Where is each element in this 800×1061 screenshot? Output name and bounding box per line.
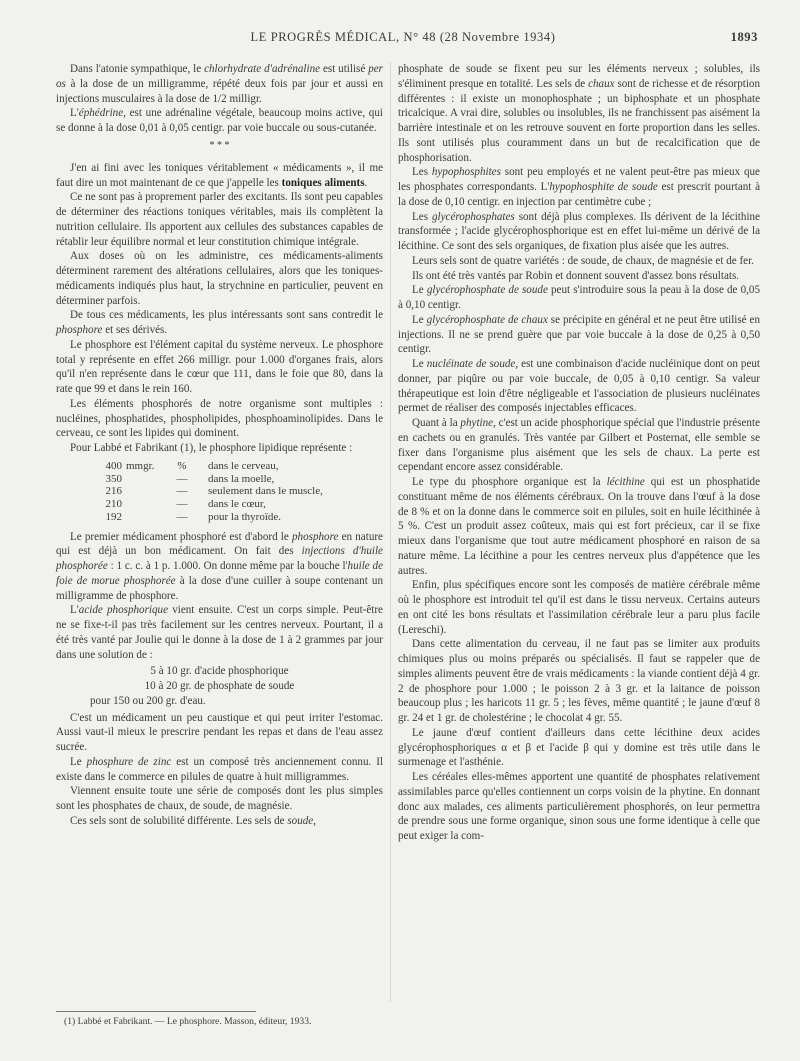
paragraph: Le type du phosphore organique est la lécithine qui est un phosphatide constituant même de nos éléments cérébraux. On la trouve dans l'œuf à la dose de 8 % et on la donne dans le commerce soit en pilules, soit en huile lécithinée à 5 %. C'est un produit assez coûteux, mais qui est fort précieux, car il se fixe mieux dans l'organisme que tout autre médicament phosphoré en raison de sa nature même. La lécithine a pour les centres nerveux plus d'appétence que les autres. — [398, 476, 760, 577]
paragraph: L'éphédrine, est une adrénaline végétale, beaucoup moins active, qui se donne à la dose 0,01 à 0,05 centigr. par voie buccale ou sous-cutanée. — [56, 107, 383, 134]
paragraph: Dans l'atonie sympathique, le chlorhydrate d'adrénaline est utilisé per os à la dose de un milligramme, répété deux fois par jour et aussi en injections musculaires à la dose de 1/2 milligr. — [56, 63, 383, 105]
paragraph: Ces sels sont de solubilité différente. Les sels de soude, — [70, 814, 316, 827]
formula: 5 à 10 gr. d'acide phosphorique 10 à 20 gr. de phosphate de soude pour 150 ou 200 gr. d'eau. — [90, 665, 295, 707]
paragraph: Aux doses où on les administre, ces médicaments-aliments déterminent rarement des altérations cellulaires, alors que les toniques-médicaments indiqués plus haut, la strychnine en particulier, peuvent en déterminer parfois. — [56, 250, 383, 307]
paragraph: Le glycérophosphate de soude peut s'introduire sous la peau à la dose de 0,05 à 0,10 centigr. — [398, 284, 760, 311]
paragraph: Ils ont été très vantés par Robin et donnent souvent d'assez bons résultats. — [412, 269, 740, 282]
paragraph: Viennent ensuite toute une série de composés dont les plus simples sont les phosphates de chaux, de soude, de magnésie. — [56, 785, 383, 813]
table-row: 192 — pour la thyroïde. — [105, 510, 282, 523]
paragraph: Dans cette alimentation du cerveau, il ne faut pas se limiter aux produits chimiques plus ou moins préparés ou spécialisés. Il faut se rappeler que de simples aliments peuvent être de vrais médicaments : la viande contient déjà 4 gr. 2 de phosphore pour 1.000 ; le poisson 2 à 3 gr. et la laitance de poisson beaucoup plus ; les haricots 11 gr. 5 ; les fèves, même quantité ; le jaune d'œuf 8 gr. 24 et 1 gr. de cholestérine ; le chocolat 4 gr. 55. — [398, 638, 760, 724]
paragraph: C'est un médicament un peu caustique et qui peut irriter l'estomac. Aussi vaut-il mieux le prescrire pendant les repas et dans de l'eau assez sucrée. — [56, 711, 383, 754]
paragraph: Enfin, plus spécifiques encore sont les composés de matière cérébrale même où le phosphore est introduit tel qu'il est dans le tissu nerveux. Certains auteurs en ont cité les bons résultats et l'assimilation cérébrale leur a paru plus facile (Lereschi). — [398, 579, 760, 636]
paragraph: Le nucléinate de soude, est une combinaison d'acide nucléinique dont on peut donner, par piqûre ou par voie buccale, de 0,05 à 0,10 centigr. Sa valeur thérapeutique est loin d'être négligeable et l'association de plusieurs nucléinates permet de réaliser des composés injectables efficaces. — [398, 358, 760, 415]
paragraph: Pour Labbé et Fabrikant (1), le phosphore lipidique représente : — [70, 442, 353, 454]
paragraph: De tous ces médicaments, les plus intéressants sont sans contredit le phosphore et ses dérivés. — [56, 309, 383, 336]
paragraph: Le phosphure de zinc est un composé très anciennement connu. Il existe dans le commerce en pilules de quatre à huit milligrammes. — [56, 755, 383, 783]
paragraph: Le phosphore est l'élément capital du système nerveux. Le phosphore total y représente en effet 266 milligr. pour 1.000 d'organes frais, alors qu'il n'en représente dans le cœur que 111, dans le foie que 80, dans la rate que 99 et dans le rein 160. — [56, 338, 383, 395]
left-column — [56, 62, 383, 829]
footnote-rule — [56, 1011, 256, 1012]
page-number: 1893 — [730, 30, 758, 44]
paragraph: Le premier médicament phosphoré est d'abord le phosphore en nature qui est déjà un bon médicament. On fait des injections d'huile phosphorée : 1 c. c. à 1 p. 1.000. On donne même par la bouche l'huile de foie de morue phosphorée à la dose d'une cuiller à soupe contenant un milligramme de phosphore. — [56, 530, 383, 602]
paragraph: Les céréales elles-mêmes apportent une quantité de phosphates relativement assimilables parce qu'elles contiennent un corps voisin de la phytine. En donnant donc aux malades, ces aliments particulièrement phosphorés, on leur permettra de prendre sous une forme organique, sinon sous une forme identique à celle que peut exiger la com- — [398, 771, 760, 842]
right-column — [398, 62, 760, 844]
paragraph: L'acide phosphorique vient ensuite. C'est un corps simple. Peut-être ne se fixe-t-il pas très facilement sur les centres nerveux. Pourtant, il a été très vanté par Joulie qui le donne à la dose de 1 à 2 grammes par jour dans une solution de : — [56, 604, 383, 661]
paragraph: Les éléments phosphorés de notre organisme sont multiples : nucléines, phosphatides, phospholipides, phosphoaminolipides. Dans le cerveau, ce sont les lipides qui dominent. — [56, 397, 383, 440]
paragraph: Les hypophosphites sont peu employés et ne valent peut-être pas mieux que les phosphates correspondants. L'hypophosphite de soude est prescrit pourtant à la dose de 0,10 centigr. en injection par centimètre cube ; — [398, 166, 760, 208]
table-row: 350 — dans la moelle, — [105, 472, 275, 485]
paragraph: Leurs sels sont de quatre variétés : de soude, de chaux, de magnésie et de fer. — [412, 254, 754, 267]
journal-title: LE PROGRÈS MÉDICAL, N° 48 (28 Novembre 1934) — [250, 30, 556, 44]
running-header — [48, 30, 758, 48]
table-row: 216 — seulement dans le muscle, — [105, 485, 323, 498]
section-heading: toniques aliments — [281, 176, 365, 189]
paragraph: Le jaune d'œuf contient d'ailleurs dans cette lécithine deux acides glycérophosphoriques α et β et l'acide β qui y domine est très utile dans le surmenage et l'asthénie. — [398, 726, 760, 769]
paragraph: J'en ai fini avec les toniques véritablement « médicaments », il me faut dire un mot maintenant de ce que j'appelle les toniques aliments. — [56, 161, 383, 189]
paragraph: phosphate de soude se fixent peu sur les éléments nerveux ; solubles, ils s'éliminent presque en totalité. Les sels de chaux sont de richesse et de résorption différentes : il existe un monophosphate ; un biphosphate et un phosphate tricalcique. A vrai dire, solubles ou insolubles, ils ne franchissent pas aisément la barrière intestinale et on les retrouve souvent en forte proportion dans les selles. Ils sont utilisés plus couramment dans un but de recalcification que de phosphorisation. — [398, 63, 760, 164]
paragraph: Le glycérophosphate de chaux se précipite en général et ne peut être utilisé en injections. Il ne se prend guère que par voie buccale à la dose de 0,25 à 0,50 centigr. — [398, 313, 760, 356]
paragraph: Quant à la phytine, c'est un acide phosphorique spécial que l'industrie présente en cachets ou en granulés. Très vantée par Gilbert et Posternat, elle semble se fixer dans l'organisme plus aisément que les sels de chaux. La perte est cependant encore assez considérable. — [398, 417, 760, 474]
footnote: (1) Labbé et Fabrikant. — Le phosphore. Masson, éditeur, 1933. — [64, 1016, 312, 1027]
section-separator: * * * — [209, 139, 230, 151]
table-row: 400 mmgr. % dans le cerveau, — [105, 459, 279, 472]
phosphorus-table — [92, 460, 329, 524]
column-divider — [390, 62, 391, 1002]
table-row: 210 — dans le cœur, — [105, 498, 266, 511]
paragraph: Ce ne sont pas à proprement parler des excitants. Ils sont peu capables de déterminer des réactions toniques véritables, mais ils complètent la nutrition cellulaire. Ils apportent aux cellules des substances capables de rétablir leur équilibre normal et leur constitution chimique intégrale. — [56, 191, 383, 248]
paragraph: Les glycérophosphates sont déjà plus complexes. Ils dérivent de la lécithine transformée ; l'acide glycérophosphorique est en effet lui-même un dérivé de la lécithine. Ce sont des sels organiques, de fixation plus aisée que les autres. — [398, 210, 760, 252]
